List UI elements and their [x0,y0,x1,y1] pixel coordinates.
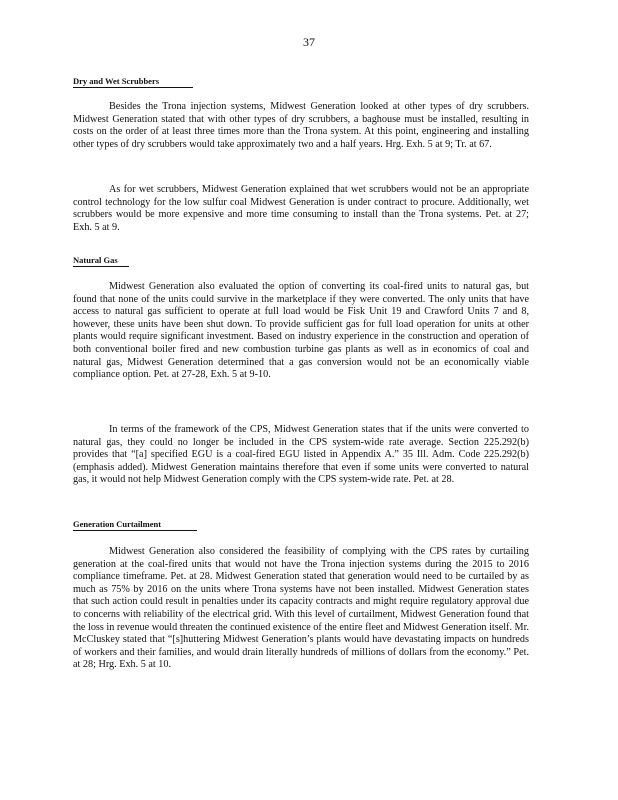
section-heading-natural-gas: Natural Gas [73,255,129,267]
page-number: 37 [303,35,315,49]
paragraph-generation-curtailment: Midwest Generation also considered the feasibility of complying with the CPS rates by curtailing generation at the coal-fired units that would not have the Trona injection systems during the 2015 to 2016 compliance timeframe. Pet. at 28. Midwest Generation stated that generation would need to be curtailed by as much as 75% by 2016 on the units where Trona systems have not been installed. Midwest Generation states that such action could result in penalties under its capacity contracts and might require regulatory approval due to concerns with reliability of the electrical grid. With this level of curtailment, Midwest Generation found that the loss in revenue would threaten the continued existence of the entire fleet and Midwest Generation itself. Mr. McCluskey stated that “[s]huttering Midwest Generation’s plants would have devastating impacts on hundreds of workers and their families, and would drain literally hundreds of millions of dollars from the economy.” Pet. at 28; Hrg. Exh. 5 at 10. [73,546,529,671]
paragraph-dry-scrubbers: Besides the Trona injection systems, Midwest Generation looked at other types of dry scrubbers. Midwest Generation stated that with other types of dry scrubbers, a baghouse must be installed, resulting in costs on the order of at least three times more than the Trona system. At this point, engineering and installing other types of dry scrubbers would take approximately two and a half years. Hrg. Exh. 5 at 9; Tr. at 67. [73,101,529,150]
section-heading-dry-wet-scrubbers: Dry and Wet Scrubbers [73,76,193,88]
paragraph-cps-framework: In terms of the framework of the CPS, Midwest Generation states that if the units were converted to natural gas, they could no longer be included in the CPS system-wide rate average. Section 225.292(b) provides that “[a] specified EGU is a coal-fired EGU listed in Appendix A.” 35 Ill. Adm. Code 225.292(b) (emphasis added). Midwest Generation maintains therefore that even if some units were converted to natural gas, it would not help Midwest Generation comply with the CPS system-wide rate. Pet. at 28. [73,424,529,486]
paragraph-wet-scrubbers: As for wet scrubbers, Midwest Generation explained that wet scrubbers would not be an appropriate control technology for the low sulfur coal Midwest Generation is under contract to procure. Additionally, wet scrubbers would be more expensive and more time consuming to install than the Trona systems. Pet. at 27; Exh. 5 at 9. [73,184,529,233]
paragraph-natural-gas-conversion: Midwest Generation also evaluated the option of converting its coal-fired units to natural gas, but found that none of the units could survive in the marketplace if they were converted. The only units that have access to natural gas sufficient to operate at full load would be Fisk Unit 19 and Crawford Units 7 and 8, however, these units have been shut down. To provide sufficient gas for full load operation for units at other plants would require significant investment. Based on industry experience in the construction and operation of both conventional boiler fired and new combustion turbine gas plants as well as in economics of coal and natural gas, Midwest Generation determined that a gas conversion would not be an economically viable compliance option. Pet. at 27-28, Exh. 5 at 9-10. [73,281,529,381]
section-heading-generation-curtailment: Generation Curtailment [73,519,197,531]
